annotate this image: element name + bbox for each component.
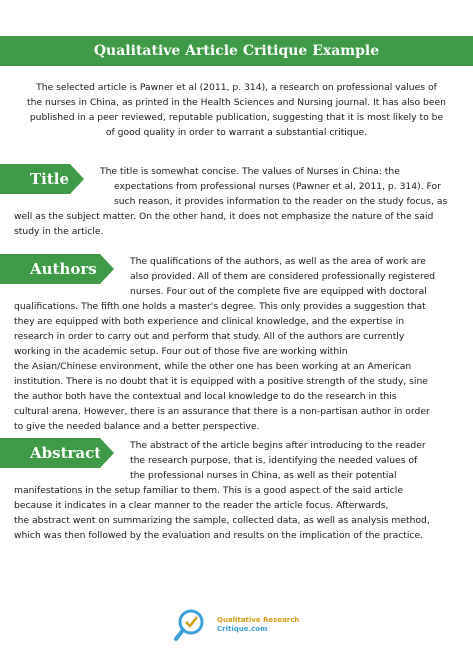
text-line: nurses. Four out of the complete five are equipped with doctoral xyxy=(130,286,427,297)
magnifier-icon xyxy=(173,608,219,644)
text-line: the abstract went on summarizing the sample, collected data, as well as analysis method, xyxy=(14,515,430,526)
text-line: the research purpose, that is, identifying the needed values of xyxy=(130,455,418,466)
intro-line: of good quality in order to warrant a substantial critique. xyxy=(105,127,368,138)
text-line: institution. There is no doubt that it is equipped with a positive strength of the study, sine xyxy=(14,376,428,387)
text-line: manifestations in the setup familiar to them. This is a good aspect of the said article xyxy=(14,485,404,496)
logo-line2: Critique.com xyxy=(217,625,268,633)
text-line: to give the needed balance and a better perspective. xyxy=(14,421,260,432)
intro-line: published in a peer reviewed, reputable publication, suggesting that it is most likely to be xyxy=(29,112,444,123)
intro-paragraph xyxy=(20,80,453,140)
text-line: also provided. All of them are considered professionally registered xyxy=(130,271,436,282)
text-line: such reason, it provides information to the reader on the study focus, as xyxy=(114,196,448,207)
text-line: they are equipped with both experience and clinical knowledge, and the expertise in xyxy=(14,316,405,327)
text-line: well as the subject matter. On the other hand, it does not emphasize the nature of the said xyxy=(14,211,434,222)
section-label-abstract: Abstract xyxy=(0,438,100,468)
text-line: because it indicates in a clear manner to the reader the article focus. Afterwards, xyxy=(14,500,389,511)
abstract-section-text xyxy=(14,438,459,543)
section-label-title: Title xyxy=(0,164,70,194)
intro-line: the nurses in China, as printed in the Health Sciences and Nursing journal. It has also been xyxy=(27,97,446,108)
title-section-text xyxy=(14,164,459,239)
logo-text xyxy=(217,616,299,634)
authors-section-text xyxy=(14,254,459,434)
text-line: The title is somewhat concise. The values of Nurses in China: the xyxy=(100,166,400,177)
site-logo xyxy=(173,608,313,644)
section-label-authors: Authors xyxy=(0,254,100,284)
text-line: expectations from professional nurses (Pawner et al, 2011, p. 314). For xyxy=(114,181,441,192)
text-line: the author both have the contextual and local knowledge to do the research in this xyxy=(14,391,397,402)
text-line: the professional nurses in China, as well as their potential xyxy=(130,470,397,481)
text-line: cultural arena. However, there is an assurance that there is a non-partisan author in order xyxy=(14,406,430,417)
text-line: qualifications. The fifth one holds a master's degree. This only provides a suggestion that xyxy=(14,301,426,312)
text-line: The qualifications of the authors, as well as the area of work are xyxy=(130,256,426,267)
text-line: the Asian/Chinese environment, while the other one has been working at an American xyxy=(14,361,412,372)
text-line: The abstract of the article begins after introducing to the reader xyxy=(130,440,426,451)
text-line: study in the article. xyxy=(14,226,104,237)
text-line: which was then followed by the evaluation and results on the implication of the practice. xyxy=(14,530,424,541)
logo-line1: Qualitative Research xyxy=(217,616,300,624)
text-line: working in the academic setup. Four out of those five are working within xyxy=(14,346,348,357)
page-title: Qualitative Article Critique Example xyxy=(0,36,473,66)
intro-line: The selected article is Pawner et al (2011, p. 314), a research on professional values of xyxy=(36,82,437,93)
text-line: research in order to carry out and perform that study. All of the authors are currently xyxy=(14,331,405,342)
